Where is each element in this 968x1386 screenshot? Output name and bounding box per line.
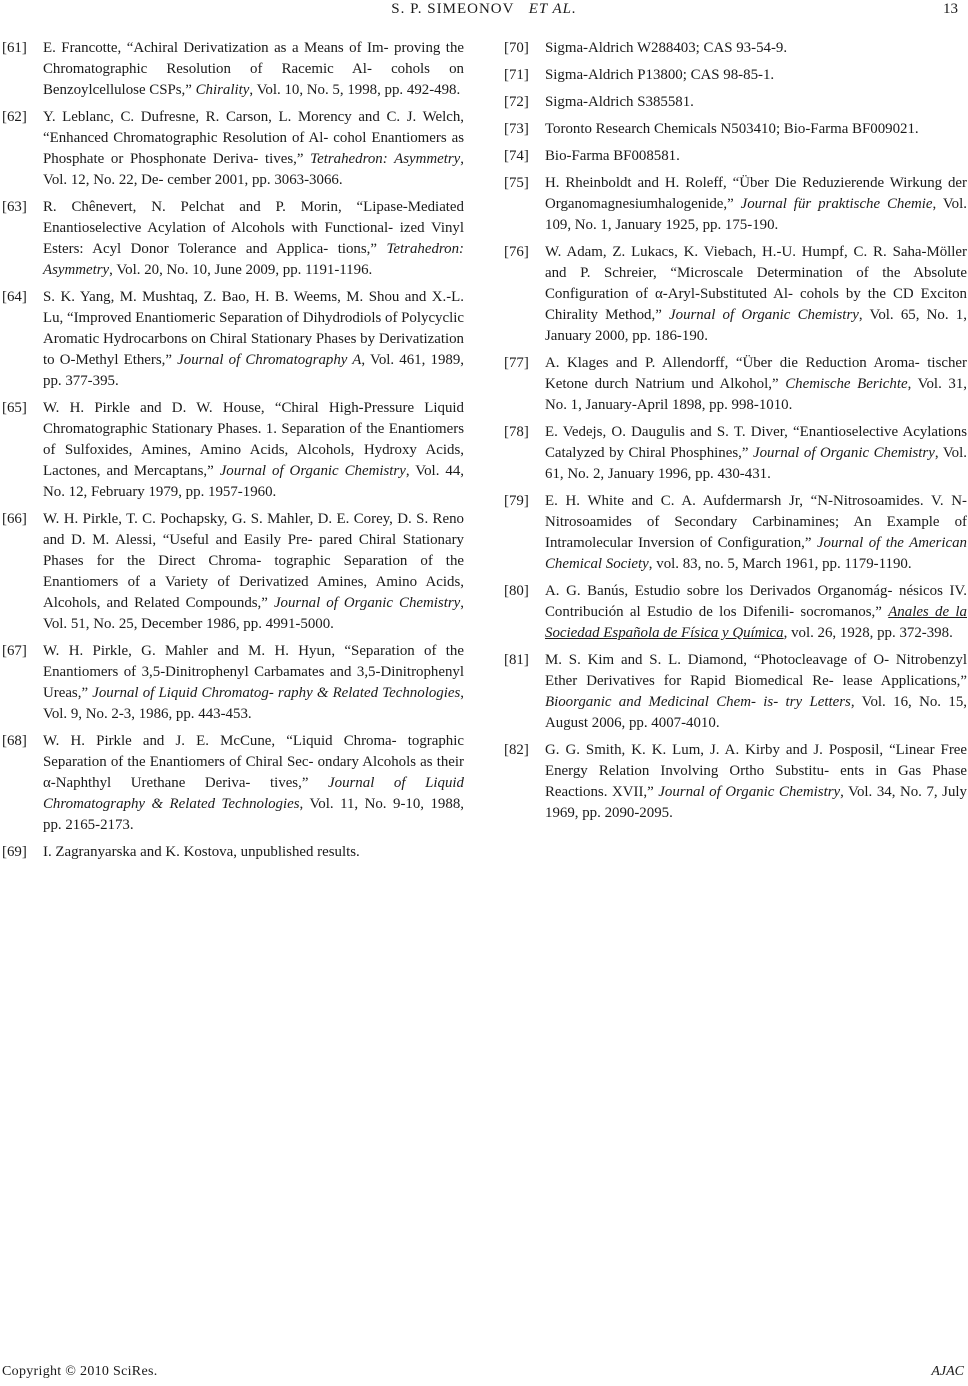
- reference-61: [61] E. Francotte, “Achiral Derivatization as a Means of Im- proving the Chromatographic Resolution of Racemic Al- cohols on Benzoylcellulose CSPs,” Chirality, Vol. 10, No. 5, 1998, pp. 492-498.: [2, 40, 464, 98]
- reference-number: [78]: [504, 424, 529, 440]
- references-left-column: [2, 38, 464, 869]
- reference-number: [61]: [2, 40, 27, 56]
- reference-number: [76]: [504, 244, 529, 260]
- reference-number: [80]: [504, 583, 529, 599]
- reference-number: [68]: [2, 733, 27, 749]
- journal-abbreviation: AJAC: [931, 1364, 964, 1379]
- reference-65: [65] W. H. Pirkle and D. W. House, “Chiral High-Pressure Liquid Chromatographic Stationary Phases. 1. Separation of the Enantiomers of Sulfoxides, Amines, Amino Acids, Alcohols, Hydroxy Acids, Lactones, and Mercaptans,” Journal of Organic Chemistry, Vol. 44, No. 12, February 1979, pp. 1957-1960.: [2, 400, 465, 500]
- reference-number: [70]: [504, 40, 529, 56]
- reference-66: [66] W. H. Pirkle, T. C. Pochapsky, G. S. Mahler, D. E. Corey, D. S. Reno and D. M. Alessi, “Useful and Easily Pre- pared Chiral Stationary Phases for the Direct Chroma- tographic Separation of the Enantiomers of a Variety of Derivatized Amines, Amino Acids, Alcohols, and Related Compounds,” Journal of Organic Chemistry, Vol. 51, No. 25, December 1986, pp. 4991-5000.: [2, 511, 464, 632]
- reference-number: [74]: [504, 148, 529, 164]
- reference-number: [71]: [504, 67, 529, 83]
- reference-number: [72]: [504, 94, 529, 110]
- reference-number: [77]: [504, 355, 529, 371]
- reference-70: [70] Sigma-Aldrich W288403; CAS 93-54-9.: [504, 38, 967, 59]
- reference-number: [67]: [2, 643, 27, 659]
- running-head-authors: S. P. SIMEONOV ET AL.: [391, 1, 577, 17]
- reference-67: [67] W. H. Pirkle, G. Mahler and M. H. Hyun, “Separation of the Enantiomers of 3,5-Dinitrophenyl Carbamates and 3,5-Dinitrophenyl Ureas,” Journal of Liquid Chromatog- raphy & Related Technologies, Vol. 9, No. 2-3, 1986, pp. 443-453.: [2, 643, 465, 722]
- running-head: [0, 0, 968, 24]
- reference-64: [64] S. K. Yang, M. Mushtaq, Z. Bao, H. B. Weems, M. Shou and X.-L. Lu, “Improved Enantiomeric Separation of Dihydrodiols of Polycyclic Aromatic Hydrocarbons on Chiral Stationary Phases by Derivatization to O-Methyl Ethers,” Journal of Chromatography A, Vol. 461, 1989, pp. 377-395.: [2, 289, 465, 389]
- reference-72: [72] Sigma-Aldrich S385581.: [504, 92, 967, 113]
- reference-number: [75]: [504, 175, 529, 191]
- reference-number: [82]: [504, 742, 529, 758]
- reference-68: [68] W. H. Pirkle and J. E. McCune, “Liquid Chroma- tographic Separation of the Enantiomers of Chiral Sec- ondary Alcohols as their α-Naphthyl Urethane Deriva- tives,” Journal of Liquid Chromatography & Related Technologies, Vol. 11, No. 9-10, 1988, pp. 2165-2173.: [2, 733, 464, 833]
- reference-number: [62]: [2, 109, 27, 125]
- reference-number: [81]: [504, 652, 529, 668]
- reference-number: [79]: [504, 493, 529, 509]
- reference-number: [73]: [504, 121, 529, 137]
- running-head-et-al: ET AL.: [528, 1, 577, 17]
- reference-71: [71] Sigma-Aldrich P13800; CAS 98-85-1.: [504, 65, 967, 86]
- reference-78: [78] E. Vedejs, O. Daugulis and S. T. Diver, “Enantioselective Acylations Catalyzed by Chiral Phosphines,” Journal of Organic Chemistry, Vol. 61, No. 2, January 1996, pp. 430-431.: [504, 424, 967, 482]
- copyright-notice: Copyright © 2010 SciRes.: [2, 1364, 158, 1379]
- reference-69: [69] I. Zagranyarska and K. Kostova, unpublished results.: [2, 842, 464, 863]
- reference-81: [81] M. S. Kim and S. L. Diamond, “Photocleavage of O- Nitrobenzyl Ether Derivatives for Rapid Biomedical Re- lease Applications,” Bioorganic and Medicinal Chem- is- try Letters, Vol. 16, No. 15, August 2006, pp. 4007-4010.: [504, 652, 967, 731]
- reference-63: [63] R. Chênevert, N. Pelchat and P. Morin, “Lipase-Mediated Enantioselective Acylation of Alcohols with Functional- ized Vinyl Esters: Acyl Donor Tolerance and Applica- tions,” Tetrahedron: Asymmetry, Vol. 20, No. 10, June 2009, pp. 1191-1196.: [2, 199, 464, 278]
- reference-62: [62] Y. Leblanc, C. Dufresne, R. Carson, L. Morency and C. J. Welch, “Enhanced Chromatographic Resolution of Al- cohol Enantiomers as Phosphate or Phosphonate Deriva- tives,” Tetrahedron: Asymmetry, Vol. 12, No. 22, De- cember 2001, pp. 3063-3066.: [2, 109, 464, 188]
- reference-number: [64]: [2, 289, 27, 305]
- reference-73: [73] Toronto Research Chemicals N503410; Bio-Farma BF009021.: [504, 119, 967, 140]
- reference-77: [77] A. Klages and P. Allendorff, “Über die Reduction Aroma- tischer Ketone durch Natrium und Alkohol,” Chemische Berichte, Vol. 31, No. 1, January-April 1898, pp. 998-1010.: [504, 355, 968, 413]
- reference-number: [63]: [2, 199, 27, 215]
- reference-82: [82] G. G. Smith, K. K. Lum, J. A. Kirby and J. Posposil, “Linear Free Energy Relation Involving Ortho Substitu- ents in Gas Phase Reactions. XVII,” Journal of Organic Chemistry, Vol. 34, No. 7, July 1969, pp. 2090-2095.: [504, 742, 967, 821]
- reference-79: [79] E. H. White and C. A. Aufdermarsh Jr, “N-Nitrosoamides. V. N-Nitrosoamides of Secondary Carbinamines; An Example of Intramolecular Inversion of Configuration,” Journal of the American Chemical Society, vol. 83, no. 5, March 1961, pp. 1179-1190.: [504, 493, 967, 572]
- reference-number: [65]: [2, 400, 27, 416]
- reference-76: [76] W. Adam, Z. Lukacs, K. Viebach, H.-U. Humpf, C. R. Saha-Möller and P. Schreier, “Microscale Determination of the Absolute Configuration of α-Aryl-Substituted Al- cohols by the CD Exciton Chirality Method,” Journal of Organic Chemistry, Vol. 65, No. 1, January 2000, pp. 186-190.: [504, 244, 967, 344]
- references-right-column: [504, 38, 967, 830]
- reference-number: [66]: [2, 511, 27, 527]
- page-number: 13: [943, 1, 958, 17]
- reference-80: [80] A. G. Banús, Estudio sobre los Derivados Organomág- nésicos IV. Contribución al Estudio de los Difenili- socromanos,” Anales de la Sociedad Española de Física y Química, vol. 26, 1928, pp. 372-398.: [504, 583, 967, 641]
- reference-number: [69]: [2, 844, 27, 860]
- reference-74: [74] Bio-Farma BF008581.: [504, 146, 967, 167]
- reference-75: [75] H. Rheinboldt and H. Roleff, “Über Die Reduzierende Wirkung der Organomagnesiumhalogenide,” Journal für praktische Chemie, Vol. 109, No. 1, January 1925, pp. 175-190.: [504, 175, 967, 233]
